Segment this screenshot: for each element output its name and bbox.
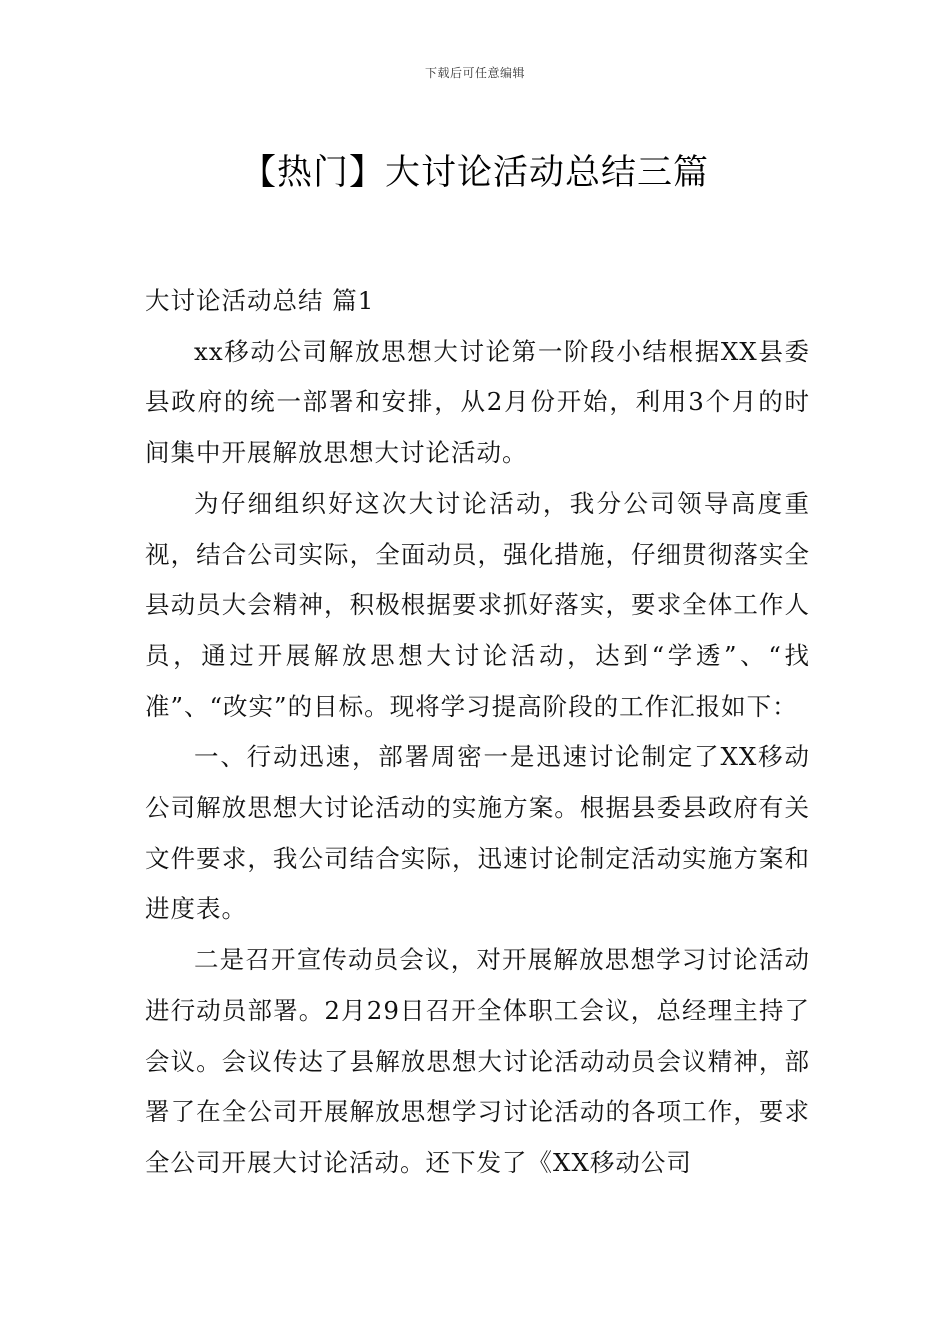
header-note: 下载后可任意编辑	[424, 66, 525, 80]
document-body	[145, 276, 810, 1189]
document-title: 【热门】大讨论活动总结三篇	[240, 153, 709, 194]
paragraph: xx移动公司解放思想大讨论第一阶段小结根据XX县委县政府的统一部署和安排，从2月份开始，利用3个月的时间集中开展解放思想大讨论活动。	[145, 336, 810, 468]
paragraph: 一、行动迅速，部署周密一是迅速讨论制定了XX移动公司解放思想大讨论活动的实施方案。根据县委县政府有关文件要求，我公司结合实际，迅速讨论制定活动实施方案和进度表。	[145, 742, 810, 924]
section-heading: 大讨论活动总结 篇1	[145, 286, 375, 315]
paragraph: 为仔细组织好这次大讨论活动，我分公司领导高度重视，结合公司实际，全面动员，强化措施，仔细贯彻落实全县动员大会精神，积极根据要求抓好落实，要求全体工作人员，通过开展解放思想大讨论活动，达到“学透”、“找准”、“改实”的目标。现将学习提高阶段的工作汇报如下：	[145, 488, 810, 721]
paragraph: 二是召开宣传动员会议，对开展解放思想学习讨论活动进行动员部署。2月29日召开全体职工会议，总经理主持了会议。会议传达了县解放思想大讨论活动动员会议精神，部署了在全公司开展解放思想学习讨论活动的各项工作，要求全公司开展大讨论活动。还下发了《XX移动公司	[145, 945, 810, 1177]
